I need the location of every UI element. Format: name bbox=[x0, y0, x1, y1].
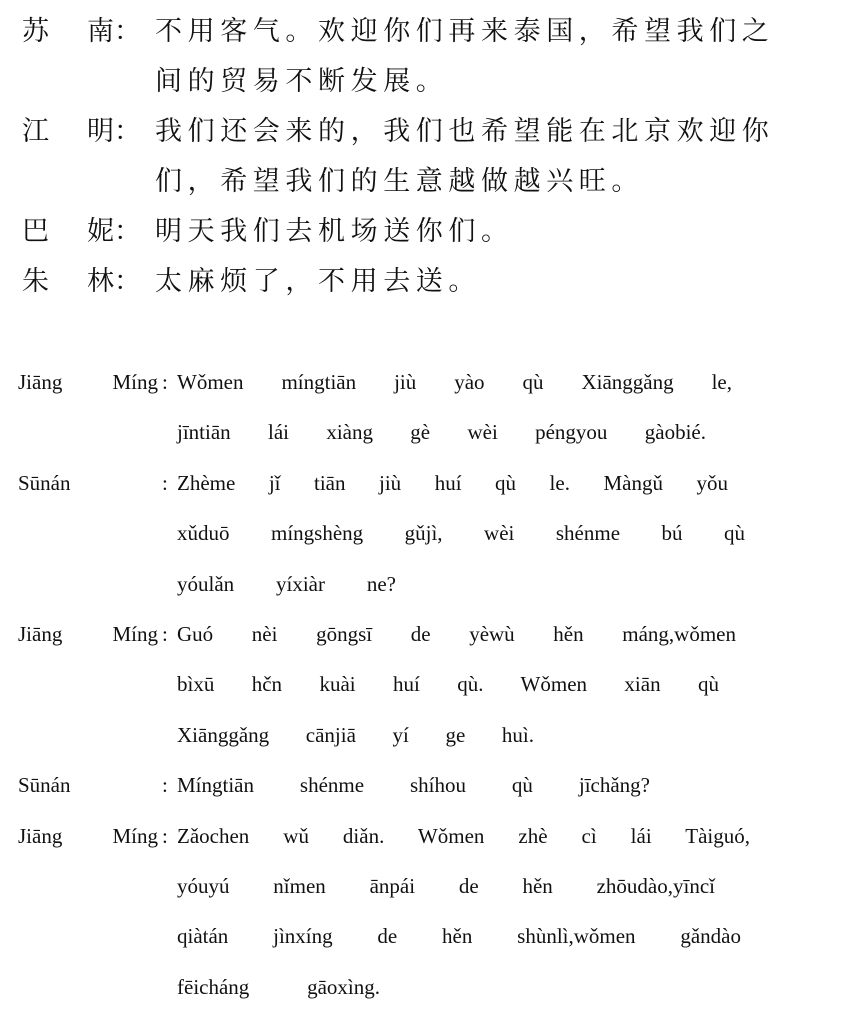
dialogue-line: jīntiān lái xiàng gè wèi péngyou gàobié. bbox=[177, 420, 706, 445]
speaker-label: Jiāng Míng bbox=[18, 621, 158, 646]
pinyin-dialogue bbox=[0, 357, 852, 1012]
dialogue-turn bbox=[0, 7, 852, 107]
dialogue-line: qiàtán jìnxíng de hěn shùnlì,wǒmen gǎndào bbox=[177, 924, 741, 949]
speaker-label: 巴 妮 bbox=[22, 216, 114, 247]
dialogue-line: Míngtiān shénme shíhou qù jīchǎng? bbox=[177, 773, 650, 798]
dialogue-line: bìxū hčn kuài huí qù. Wǒmen xiān qù bbox=[177, 672, 719, 697]
dialogue-line: 我们还会来的，我们也希望能在北京欢迎你 bbox=[155, 116, 775, 147]
dialogue-line: Xiānggǎng cānjiā yí ge huì. bbox=[177, 722, 534, 747]
speaker-colon: ： bbox=[114, 116, 141, 147]
dialogue-turn bbox=[0, 811, 852, 1013]
dialogue-text bbox=[155, 207, 852, 257]
dialogue-text bbox=[155, 257, 852, 307]
dialogue-turn bbox=[0, 357, 852, 458]
speaker-label: Jiāng Míng bbox=[18, 370, 158, 394]
speaker-colon: : bbox=[162, 470, 168, 495]
speaker-colon: : bbox=[162, 823, 168, 848]
dialogue-turn bbox=[0, 207, 852, 257]
dialogue-line: 明天我们去机场送你们。 bbox=[155, 216, 514, 247]
chinese-dialogue bbox=[0, 7, 852, 307]
dialogue-line: 间的贸易不断发展。 bbox=[155, 66, 449, 97]
dialogue-line: Zhème jǐ tiān jiù huí qù le. Màngǔ yǒu bbox=[177, 470, 728, 495]
dialogue-line: yóuyú nǐmen ānpái de hěn zhōudào,yīncǐ bbox=[177, 873, 715, 898]
dialogue-line: fēicháng gāoxìng. bbox=[177, 974, 380, 999]
dialogue-line: Guó nèi gōngsī de yèwù hěn máng,wǒmen bbox=[177, 621, 736, 646]
speaker-label: 苏 南 bbox=[22, 16, 114, 47]
dialogue-line: Wǒmen míngtiān jiù yào qù Xiānggǎng le, bbox=[177, 370, 732, 394]
dialogue-text bbox=[155, 7, 852, 107]
dialogue-text bbox=[177, 609, 852, 760]
dialogue-turn bbox=[0, 107, 852, 207]
dialogue-text bbox=[177, 760, 852, 810]
dialogue-turn bbox=[0, 458, 852, 609]
dialogue-line: yóulǎn yíxiàr ne? bbox=[177, 571, 396, 596]
speaker-label: Sūnán bbox=[18, 773, 71, 798]
speaker-label: Jiāng Míng bbox=[18, 823, 158, 848]
dialogue-line: 们，希望我们的生意越做越兴旺。 bbox=[155, 166, 644, 197]
dialogue-text bbox=[177, 458, 852, 609]
speaker-label: 江 明 bbox=[22, 116, 114, 147]
speaker-label: Sūnán bbox=[18, 470, 71, 495]
speaker-colon: ： bbox=[114, 16, 141, 47]
speaker-colon: : bbox=[162, 370, 168, 394]
dialogue-turn bbox=[0, 760, 852, 810]
dialogue-text bbox=[155, 107, 852, 207]
dialogue-line: 太麻烦了，不用去送。 bbox=[155, 266, 481, 297]
speaker-colon: : bbox=[162, 621, 168, 646]
dialogue-turn bbox=[0, 257, 852, 307]
dialogue-line: 不用客气。欢迎你们再来泰国，希望我们之 bbox=[155, 16, 775, 47]
speaker-label: 朱 林 bbox=[22, 266, 114, 297]
dialogue-turn bbox=[0, 609, 852, 760]
speaker-colon: ： bbox=[114, 266, 141, 297]
speaker-colon: ： bbox=[114, 216, 141, 247]
speaker-colon: : bbox=[162, 773, 168, 798]
dialogue-text bbox=[177, 811, 852, 1013]
dialogue-text bbox=[177, 357, 852, 458]
dialogue-line: xǔduō míngshèng gǔjì, wèi shénme bú qù bbox=[177, 521, 745, 546]
dialogue-line: Zǎochen wǔ diǎn. Wǒmen zhè cì lái Tàiguó, bbox=[177, 823, 750, 848]
